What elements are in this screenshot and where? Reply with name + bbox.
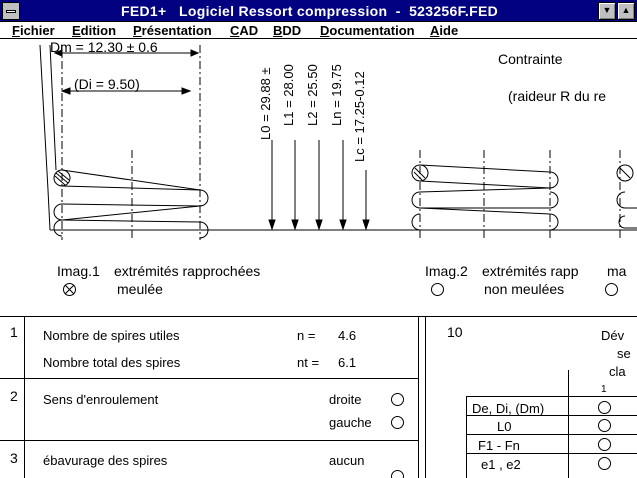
imag3-number-cut: ma	[607, 263, 627, 279]
right-row-2-label: L0	[497, 419, 512, 434]
imag2-radio[interactable]	[431, 283, 444, 296]
table-num-col-border	[24, 316, 25, 478]
length-lc: Lc = 17.25-0.12	[352, 71, 367, 162]
dm-arrow-right	[191, 50, 198, 56]
spring-1-coils	[54, 170, 208, 238]
table-divider-2	[425, 316, 426, 478]
droite-label: droite	[329, 392, 362, 407]
raideur-label: (raideur R du re	[508, 88, 607, 104]
menu-bar	[0, 22, 637, 39]
right-col-1: 1	[601, 384, 607, 395]
gauche-radio[interactable]	[391, 416, 404, 429]
imag1-description: extrémités rapprochées	[114, 263, 261, 279]
imag1-sub: meulée	[117, 281, 163, 297]
left-plate-inner	[50, 45, 56, 170]
section-1-number: 1	[10, 324, 18, 340]
menu-documentation[interactable]: Documentation	[320, 23, 415, 38]
sens-enroulement-label: Sens d'enroulement	[43, 392, 159, 407]
right-row-3-top	[466, 453, 637, 454]
section-2-number: 2	[10, 388, 18, 404]
system-menu-icon	[6, 10, 16, 13]
right-row-4-radio[interactable]	[598, 457, 611, 470]
main-content	[0, 40, 637, 478]
aucun-radio[interactable]	[391, 470, 404, 478]
right-row-4-label: e1 , e2	[481, 457, 521, 472]
maximize-button[interactable]: ▲	[617, 2, 635, 20]
di-label: (Di = 9.50)	[74, 76, 140, 92]
right-head-3: cla	[609, 364, 626, 379]
section-10-number: 10	[447, 324, 463, 340]
length-l0: L0 = 29.88 ±	[258, 67, 273, 140]
title-bar	[0, 0, 637, 22]
menu-aide[interactable]: Aide	[430, 23, 459, 38]
menu-bdd[interactable]: BDD	[273, 23, 302, 38]
spring-3-coils	[617, 165, 637, 228]
spires-utiles-label: Nombre de spires utiles	[43, 328, 180, 343]
right-row-2-top	[466, 434, 637, 435]
right-row-3-label: F1 - Fn	[478, 438, 520, 453]
di-arrow-right	[182, 88, 190, 94]
imag2-sub: non meulées	[484, 281, 565, 297]
right-col-border	[568, 370, 569, 478]
gauche-label: gauche	[329, 415, 372, 430]
spires-total-key: nt =	[297, 355, 320, 370]
row-1-bottom	[0, 378, 419, 379]
length-ln: Ln = 19.75	[329, 64, 344, 126]
menu-cad[interactable]: CAD	[230, 23, 259, 38]
minimize-button[interactable]: ▼	[598, 2, 616, 20]
length-l1: L1 = 28.00	[281, 64, 296, 126]
menu-presentation[interactable]: Présentation	[133, 23, 212, 38]
spires-total-value[interactable]: 6.1	[338, 355, 357, 370]
imag1-radio[interactable]	[63, 283, 76, 296]
left-plate-line	[40, 45, 50, 230]
aucun-label: aucun	[329, 453, 365, 468]
droite-radio[interactable]	[391, 393, 404, 406]
imag3-radio[interactable]	[605, 283, 618, 296]
length-l2: L2 = 25.50	[305, 64, 320, 126]
dm-label: Dm = 12.30 ± 0.6	[50, 39, 158, 55]
right-row-2-radio[interactable]	[598, 419, 611, 432]
spires-total-label: Nombre total des spires	[43, 355, 181, 370]
contrainte-label: Contrainte	[498, 51, 563, 67]
ebavurage-label: ébavurage des spires	[43, 453, 168, 468]
spring-2-coils	[412, 165, 558, 230]
spires-utiles-value[interactable]: 4.6	[338, 328, 357, 343]
di-arrow-left	[62, 88, 70, 94]
right-row-3-radio[interactable]	[598, 438, 611, 451]
section-3-number: 3	[10, 450, 18, 466]
system-menu-button[interactable]	[2, 2, 20, 20]
menu-edition[interactable]: Edition	[72, 23, 117, 38]
imag1-number: Imag.1	[57, 263, 100, 279]
right-row-0-top	[466, 396, 637, 397]
table-divider-1	[418, 316, 419, 478]
spires-utiles-key: n =	[297, 328, 316, 343]
imag2-description: extrémités rapp	[482, 263, 579, 279]
imag2-number: Imag.2	[425, 263, 468, 279]
window-title: FED1+ Logiciel Ressort compression - 523256F.FED	[120, 3, 498, 19]
right-head-1: Dév	[601, 328, 625, 343]
menu-fichier[interactable]: Fichier	[12, 23, 55, 38]
right-row-1-radio[interactable]	[598, 401, 611, 414]
table-top-border	[0, 316, 637, 317]
row-2-bottom	[0, 440, 419, 441]
right-left-border	[466, 396, 467, 478]
right-row-1-label: De, Di, (Dm)	[472, 401, 545, 416]
right-head-2: se	[617, 346, 631, 361]
